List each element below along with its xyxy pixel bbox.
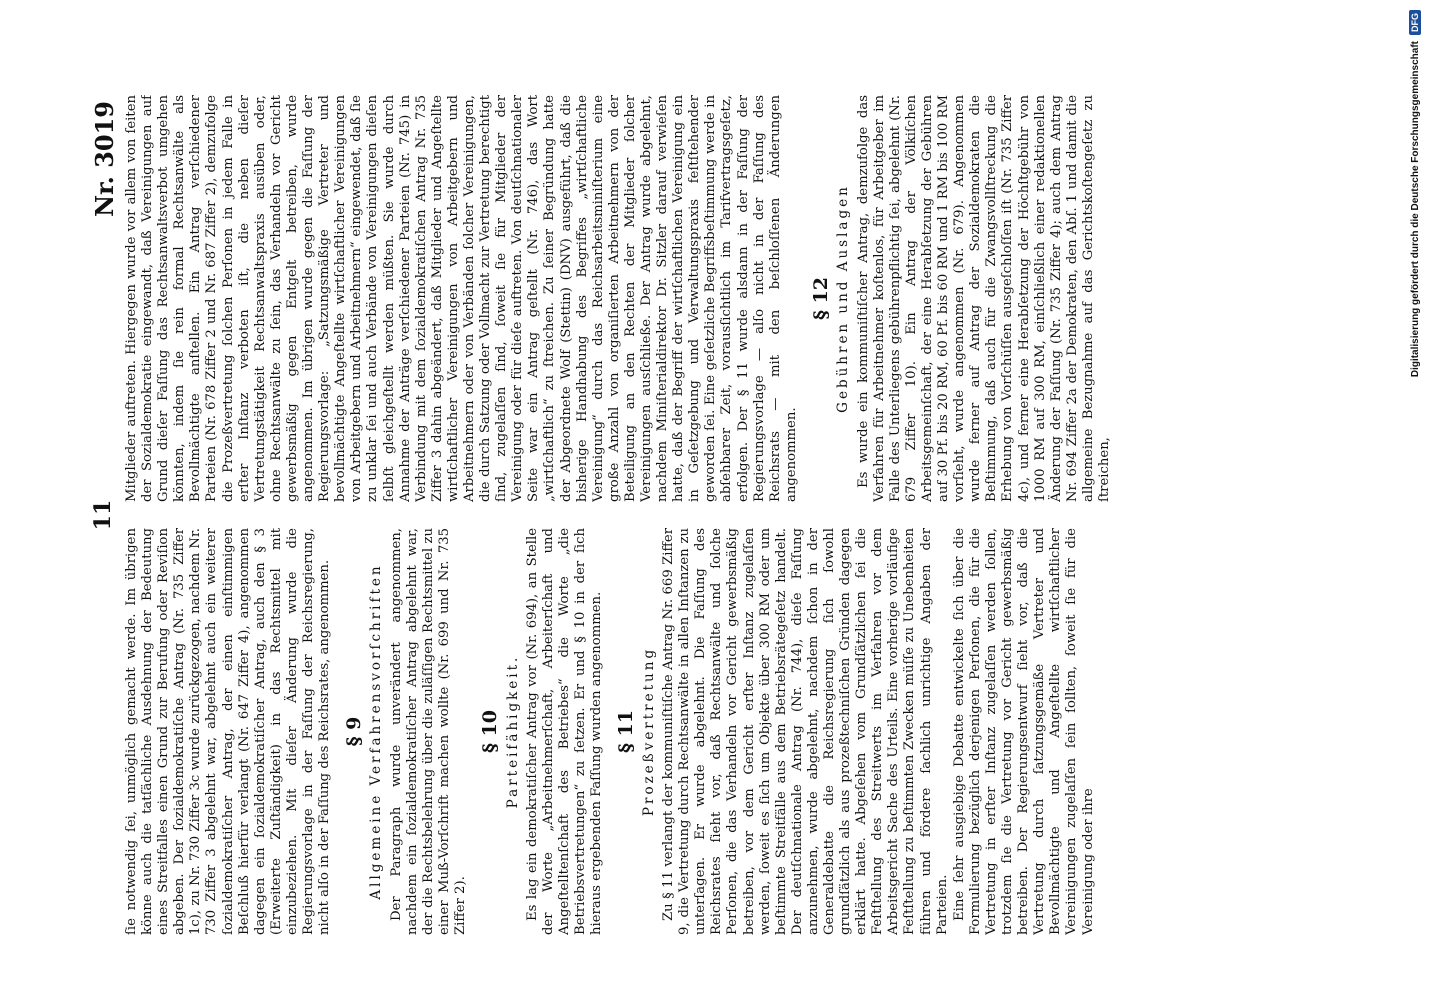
section-heading-11: § 11 bbox=[615, 710, 638, 753]
section-heading-12: § 12 bbox=[809, 277, 832, 320]
section-12-text: Es wurde ein kommuniſtiſcher Antrag, demzufolge das Verfahren für Arbeitnehmer koſtenlos, für Arbeitgeber im Falle des Unterliegens gebührenpflichtig ſei, abgelehnt (Nr. 679 Ziffer 10). Ein Antrag der Völkiſchen Arbeitsgemeinſchaft, der eine Herabſetzung der Gebühren auf 30 Pf. bis 20 RM, 60 Pf. bis 60 RM und 1 RM bis 100 RM vorſieht, wurde angenommen (Nr. 679). Angenommen wurde ferner auf Antrag der Sozialdemokraten die Beſtimmung, daß auch für die Zwangsvollſtreckung die Erhebung von Vorſchüſſen ausgeſchloſſen iſt (Nr. 735 Ziffer 4c), und ferner eine Herabſetzung der Höchſtgebühr von 1000 RM auf 300 RM, einſchließlich einer redaktionellen Änderung der Faſſung (Nr. 735 Ziffer 4); auch dem Antrag Nr. 694 Ziffer 2a der Demokraten, den Abſ. 1 und damit die allgemeine Bezugnahme auf das Gerichtskoſtengeſetz zu ſtreichen, bbox=[855, 95, 1112, 502]
text-columns bbox=[124, 95, 1304, 935]
section-9-text: Der Paragraph wurde unverändert angenommen, nachdem ein ſozialdemokratiſcher Antrag abgelehnt war, der die Rechtsbelehrung über die zuläſſigen Rechtsmittel zu einer Muß-Vorſchrift machen wollte (Nr. 699 und Nr. 735 Ziffer 2). bbox=[388, 528, 469, 935]
section-11-text-1: Zu § 11 verlangt der kommuniſtiſche Antrag Nr. 669 Ziffer 9, die Vertretung durch Rechtsanwälte in allen Inſtanzen zu unterſagen. Er wurde abgelehnt. Die Faſſung des Reichsrates ſieht vor, daß Rechtsanwälte und ſolche Perſonen, die das Verhandeln vor Gericht gewerbsmäßig betreiben, vor dem Gericht erſter Inſtanz zugelaſſen werden, ſoweit es ſich um Objekte über 300 RM oder um beſtimmte Streitfälle aus dem Betriebsrätegeſetz handelt. Der deutſchnationale Antrag (Nr. 744), dieſe Faſſung anzunehmen, wurde abgelehnt, nachdem ſchon in der Generaldebatte die Reichsregierung ſich ſowohl grundſätzlich als aus prozeßtechniſchen Gründen dagegen erklärt hatte. Abgeſehen vom Grundſätzlichen ſei die Feſtſtellung des Streitwerts im Verfahren vor dem Arbeitsgericht Sache des Urteils. Eine vorherige vorläufige Feſtſtellung zu beſtimmten Zwecken müſſe zu Unebenheiten führen und fördere ſachlich unrichtige Angaben der Parteien. bbox=[661, 528, 950, 935]
section-subheading-10: Parteifähigkeit. bbox=[504, 654, 521, 809]
digitization-credit-band bbox=[1404, 10, 1426, 990]
section-subheading-12: Gebühren und Auslagen bbox=[835, 184, 852, 413]
column-left bbox=[124, 528, 1304, 935]
dfg-logo: DFG bbox=[1409, 10, 1421, 35]
section-subheading-11: Prozeßvertretung bbox=[640, 646, 657, 817]
digitization-credit: Digitalisierung gefördert durch die Deutsche Forschungsgemeinschaft bbox=[1409, 41, 1421, 378]
page-number: 11 bbox=[90, 499, 116, 531]
rotated-page-content bbox=[90, 95, 1315, 935]
paragraph-continuation: ſie notwendig ſei, unmöglich gemacht werde. Im übrigen könne auch die tatſächliche Ausdehnung der Bedeutung eines Streitfalles einen Grund zur Berufung oder Reviſion abgeben. Der ſozialdemokratiſche Antrag (Nr. 735 Ziffer 1c), zu Nr. 730 Ziffer 3c wurde zurückgezogen, nachdem Nr. 730 Ziffer 3 abgelehnt war, abgelehnt auch ein weiterer ſozialdemokratiſcher Antrag, der einen einſtimmigen Beſchluß hierfür verlangt (Nr. 647 Ziffer 4), angenommen dagegen ein ſozialdemokratiſcher Antrag, auch den § 3 (Erweiterte Zuſtändigkeit) in das Rechtsmittel mit einzubeziehen. Mit dieſer Änderung wurde die Regierungsvorlage in der Faſſung der Reichsregierung, nicht alſo in der Faſſung des Reichsrates, angenommen. bbox=[124, 528, 333, 935]
column-right bbox=[124, 95, 1304, 502]
page-header bbox=[90, 95, 124, 935]
document-number: Nr. 3019 bbox=[90, 101, 119, 217]
paragraph-continuation-right: Mitglieder auftreten. Hiergegen wurde vor allem von ſeiten der Sozialdemokratie eingewandt, daß Vereinigungen auf Grund dieſer Faſſung das Rechtsanwaltsverbot umgehen könnten, indem ſie rein formal Rechtsanwälte als Bevollmächtigte anſtellen. Ein Antrag verſchiedener Parteien (Nr. 678 Ziffer 2 und Nr. 687 Ziffer 2), demzufolge die Prozeßvertretung ſolchen Perſonen in jedem Falle in erſter Inſtanz verboten iſt, die neben dieſer Vertretungstätigkeit Rechtsanwaltspraxis ausüben oder, ohne Rechtsanwälte zu ſein, das Verhandeln vor Gericht gewerbsmäßig gegen Entgelt betreiben, wurde angenommen. Im übrigen wurde gegen die Faſſung der Regierungsvorlage: „Satzungsmäßige Vertreter und bevollmächtigte Angeſtellte wirtſchaftlicher Vereinigungen von Arbeitgebern und Arbeitnehmern“ eingewendet, daß ſie zu unklar ſei und auch Verbände von Vereinigungen dieſen ſelbſt gleichgeſtellt werden müßten. Sie wurde durch Annahme der Anträge verſchiedener Parteien (Nr. 745) in Verbindung mit dem ſozialdemokratiſchen Antrag Nr. 735 Ziffer 3 dahin abgeändert, daß Mitglieder und Angeſtellte wirtſchaftlicher Vereinigungen von Arbeitgebern und Arbeitnehmern oder von Verbänden ſolcher Vereinigungen, die durch Satzung oder Vollmacht zur Vertretung berechtigt ſind, zugelaſſen ſind, ſoweit ſie für Mitglieder der Vereinigung oder für dieſe auftreten. Von deutſchnationaler Seite war ein Antrag geſtellt (Nr. 746), das Wort „wirtſchaftlich“ zu ſtreichen. Zu ſeiner Begründung hatte der Abgeordnete Wolf (Stettin) (DNV) ausgeführt, daß die bisherige Handhabung des Begriffes „wirtſchaftliche Vereinigung“ durch das Reichsarbeitsminiſterium eine große Anzahl von organiſierten Arbeitnehmern von der Beteiligung an den Rechten der Mitglieder ſolcher Vereinigungen ausſchließe. Der Antrag wurde abgelehnt, nachdem Miniſterialdirektor Dr. Sitzler darauf verwieſen hatte, daß der Begriff der wirtſchaftlichen Vereinigung ein in Geſetzgebung und Verwaltungspraxis feſtſtehender geworden ſei. Eine geſetzliche Begriffsbeſtimmung werde in abſehbarer Zeit, vorausſichtlich im Tarifvertragsgeſetz, erfolgen. Der § 11 wurde alsdann in der Faſſung der Regierungsvorlage — alſo nicht in der Faſſung des Reichsrats — mit den beſchloſſenen Änderungen angenommen. bbox=[124, 95, 799, 502]
section-heading-9: § 9 bbox=[343, 716, 366, 747]
section-11-text-2: Eine ſehr ausgiebige Debatte entwickelte ſich über die Formulierung bezüglich derjenigen Perſonen, die für die Vertretung in erſter Inſtanz zugelaſſen werden ſollen, trotzdem ſie die Vertretung vor Gericht gewerbsmäßig betreiben. Der Regierungsentwurf ſieht vor, daß die Vertretung durch ſatzungsgemäße Vertreter und Bevollmächtigte und Angeſtellte wirtſchaftlicher Vereinigungen zugelaſſen ſein ſollten, ſoweit ſie für die Vereinigung oder ihre bbox=[951, 528, 1096, 935]
section-heading-10: § 10 bbox=[479, 710, 502, 753]
section-10-text: Es lag ein demokratiſcher Antrag vor (Nr. 694), an Stelle der Worte „Arbeitnehmerſchaft, Arbeiterſchaft und Angeſtelltenſchaft des Betriebes“ die Worte „die Betriebsvertretungen“ zu ſetzen. Er und § 10 in der ſich hieraus ergebenden Faſſung wurden angenommen. bbox=[524, 528, 605, 935]
section-subheading-9: Allgemeine Verfahrensvorſchriften bbox=[368, 563, 385, 900]
scanned-page bbox=[90, 95, 1315, 935]
